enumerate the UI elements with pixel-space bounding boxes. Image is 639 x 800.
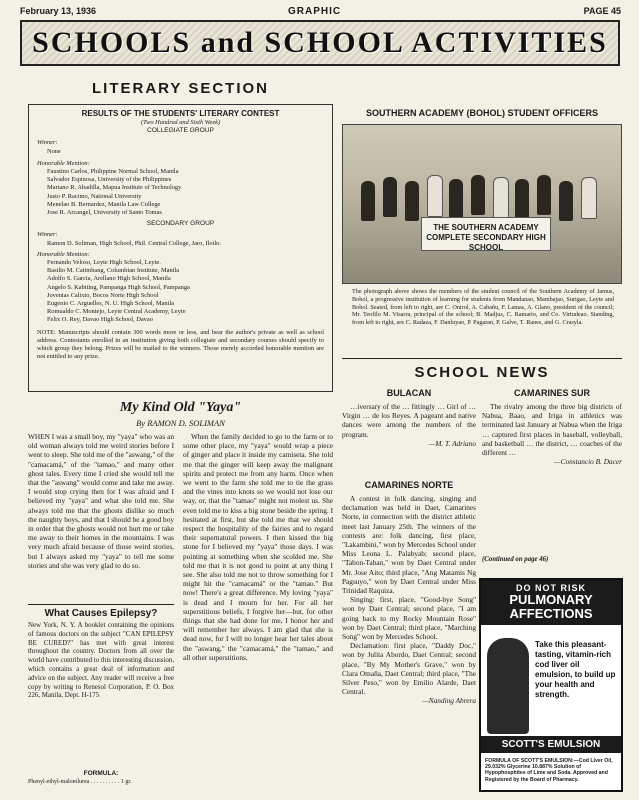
- literary-section-title: LITERARY SECTION: [91, 80, 269, 97]
- student-officers-photo: [342, 124, 622, 284]
- camarines-norte-signature: —Nanding Abrera: [422, 696, 476, 706]
- camarines-sur-signature: —Constancio B. Dacer: [554, 457, 622, 467]
- bulacan-title: BULACAN: [386, 388, 432, 398]
- secondary-mention: Fernando Veloso, Leyte High School, Leyte.: [47, 259, 161, 267]
- collegiate-mention: Justo P. Racimo, National University: [47, 192, 142, 200]
- story-title: My Kind Old "Yaya": [119, 400, 242, 415]
- secondary-mention: Adolfo S. Garcia, Arellano High School, Manila: [47, 275, 171, 283]
- section-banner: [20, 20, 620, 66]
- collegiate-mention: Salvador Espinosa, University of the Philippines: [47, 176, 172, 184]
- collegiate-mention: Mariano R. Abadilla, Mapua Institute of Technology: [47, 184, 182, 192]
- epilepsy-title: What Causes Epilepsy?: [44, 608, 158, 619]
- continued-note: (Continued on page 46): [482, 556, 549, 563]
- ad-formula: FORMULA OF SCOTT'S EMULSION:—Cod Liver Oil, 29.032% Glycerine 10.887% Solution of Hypophosphites of Lime and Soda. Approved and Registered by the Board of Pharmacy.: [485, 758, 613, 783]
- epilepsy-body: New York, N. Y. A booklet containing the opinions of famous doctors on the subject "CAN EPILEPSY BE CURED?" has met with great interest throughout the country. Doctors from all over the world have contributed to this interesting discussion, which contains a great deal of information and advice on the subject. Any reader will receive a free copy by writing to Renesol Corporation, P. O. Box 226, Manila, Dept. H-175: [28, 622, 174, 700]
- camarines-norte-paragraph: Singing: first, place, "Good-bye Song" won by Daet Central; second place, "I am going back to my Rocky Mountain Rose" won by Daet Central; third place, "Marching Song" won by Mercedes School.: [342, 595, 476, 642]
- photo-caption: The photograph above shows the members of the student council of the Southern Academy of Jamus, Bohol, a progressive institution of learning for students from Mandanao, Mambajao, Surigao, Leyte and Bohol. Seated, from left to right, are C. Onirol, A. Cabañu, F. Lamas, A. Glano, president of the council; Mr. Teofilo M. Visarra, principal of the school; B. Madjus, C. Ramario, and Co. Virtudeao. Standing, from left to right, are C. Radaza, F. Danluyao, P. Pagaran, P. Galve, T. Ranes, and G. Crasyla.: [352, 288, 614, 327]
- story-paragraph: WHEN I was a small boy, my "yaya" who was an old woman always told me weird stories before I went to sleep. She told me of the "aswang," of the "camacamá," of the "tamao," and many other ghost tales. Every time I cried she would tell me that the "aswang" would come and take me away. I would stop crying then for I was afraid and I believed my "yaya" and what she told me. She always told me that the ghosts dislike so much the naughty boys, and that I should be a good boy in order that the ghosts would not hurt me or take me away to their homes in the mountains. I was very much afraid because of those weird stories, but I always asked my "yaya" to tell me some stories and she was very glad to do so.: [28, 432, 174, 570]
- collegiate-hm-label: Honorable Mention:: [37, 159, 90, 167]
- collegiate-winner-label: Winner:: [37, 139, 58, 147]
- magazine-name: GRAPHIC: [288, 6, 342, 17]
- ad-headline-3: AFFECTIONS: [509, 606, 593, 621]
- ad-headline-1: DO NOT RISK: [515, 583, 586, 593]
- camarines-norte-title: CAMARINES NORTE: [364, 480, 454, 490]
- secondary-mention: Basilio M. Catimbang, Columbian Institute, Manila: [47, 267, 180, 275]
- camarines-sur-paragraph: The rivalry among the three big districts of Nabua, Baao, and Iriga in athletics was terminated last January at Nabua when the Iriga … captured first places in baseball, volleyball, and basketball … the district, … coaches of the different …: [482, 402, 622, 458]
- secondary-mention: Romualdo C. Montejo, Leyte Central Academy, Leyte: [47, 308, 186, 316]
- secondary-mention: Felix O. Rey, Davao High School, Davao: [47, 316, 153, 324]
- scotts-emulsion-ad: [479, 578, 623, 792]
- secondary-hm-label: Honorable Mention:: [37, 250, 90, 258]
- story-byline: By RAMON D. SOLIMAN: [136, 418, 225, 428]
- contest-note: NOTE: Manuscripts should contain 300 words more or less, and bear the author's private as well as school address. Contestants enrolled in an institution giving both collegiate and secondary courses should specify to which group they belong. Prizes will be mailed to the winners. Those merely accorded honorable mention are not entitled to any prize.: [37, 328, 324, 361]
- camarines-sur-title: CAMARINES SUR: [513, 388, 590, 398]
- divider: [28, 604, 174, 605]
- ad-headline-2: PULMONARY: [509, 592, 593, 607]
- collegiate-mention: Menelao B. Bernardez, Manila Law College: [47, 200, 161, 208]
- secondary-mention: Eugenio C. Arguelles, N. U. High School, Manila: [47, 300, 174, 308]
- story-column-2: [183, 432, 333, 662]
- story-paragraph: When the family decided to go to the farm or to some other place, my "yaya" would wrap a piece of ginger and place it inside my camiseta. She told me that the ginger will keep away the malignant spirits and protect me from any harm. Once when we went to the farm she told me to tie the grass and the vines into knots so we would not lose our way, or, that the "tamao" might not molest us. She even told me to kiss a big stone beside the spring. I hesitated at first, but she told me that we should respect the hospitality of the fairies and to regard their supernatural powers. I then kissed the big stone for I believed my "yaya" those days. I was pointing at something when she scolded me. She told me that it is not good to point at any thing I see. She also told me not to throw something for I might hit the "camacamá" or the "tamao." But now! There's a great difference. My loving "yaya" is dead and I mourn for her. For all her superstitious beliefs, I forgive her—but, for other things that she had done for me, I honor her and will remember her always. I am glad that she is dead now, for I will no longer hear her tales about the "aswang," the "camacamá," the "tamao," and all other superstitions.: [183, 432, 333, 662]
- secondary-mention: Angelo S. Kabiting, Pampanga High School, Pampanga: [47, 283, 190, 291]
- issue-date: February 13, 1936: [20, 6, 97, 16]
- southern-academy-title: SOUTHERN ACADEMY (BOHOL) STUDENT OFFICERS: [365, 108, 598, 118]
- contest-week: (Two Hundred and Sixth Week): [140, 119, 221, 126]
- secondary-group-title: SECONDARY GROUP: [146, 220, 215, 228]
- camarines-norte-body: [342, 494, 476, 706]
- fisherman-illustration: [487, 638, 529, 734]
- divider: [342, 358, 622, 359]
- ad-body: Take this pleasant-tasting, vitamin-rich cod liver oil emulsion, to build up your health and strength.: [535, 640, 616, 699]
- secondary-mention: Jovenias Calixto, Bocos Norte High School: [47, 291, 159, 299]
- bulacan-paragraph: …iversary of the … fittingly … Girl of … Virgin … de los Reyes. A pageant and native dances were among the numbers of the program.: [342, 402, 476, 439]
- secondary-winner-label: Winner:: [37, 231, 58, 239]
- ad-brand: SCOTT'S EMULSION: [481, 736, 621, 753]
- page-number: PAGE 45: [583, 6, 621, 16]
- formula-label: FORMULA:: [83, 770, 119, 777]
- bulacan-body: [342, 402, 476, 448]
- secondary-winner: Ramon D. Soliman, High School, Phil. Central College, Jaro, Iloilo.: [47, 239, 221, 247]
- school-news-title: SCHOOL NEWS: [414, 364, 550, 381]
- collegiate-group-title: COLLEGIATE GROUP: [147, 127, 214, 135]
- collegiate-mention: Jose R. Arcangel, University of Santo Tomas: [47, 209, 162, 217]
- banner-title: SCHOOLS and SCHOOL ACTIVITIES: [32, 26, 608, 59]
- academy-sign: THE SOUTHERN ACADEMY COMPLETE SECONDARY HIGH SCHOOL: [421, 217, 551, 251]
- formula-line: Phenyl-ethyl-malonilurea . . . . . . . . . . 1 gr.: [28, 779, 132, 785]
- collegiate-winner: None: [47, 147, 61, 155]
- camarines-sur-body: [482, 402, 622, 466]
- bulacan-signature: —M. T. Adriano: [428, 438, 476, 448]
- story-column-1: [28, 432, 174, 570]
- collegiate-mention: Faustino Carlos, Philippine Normal School, Manila: [47, 168, 179, 176]
- contest-results-box: [28, 104, 333, 392]
- camarines-norte-paragraph: A contest in folk dancing, singing and declamation was held in Daet, Camarines Norte, in connection with the district athletic meet last January 25th. The winners of the contests are: folk dancing, first place, "Lakambini," won by Mercedes School under Miss Leona L. Palabyab; second place, "Tabon-Taban," won by Daet Central under Mr. Jose Aito; third place, "Ang Matamis Ng Pagsuyo," won by Daet Central under Miss Trinidad Raquiza.: [342, 494, 476, 596]
- contest-title: RESULTS OF THE STUDENTS' LITERARY CONTEST: [81, 109, 280, 118]
- camarines-norte-paragraph: Declamation: first place, "Daddy Doc," won by Julita Abordo, Daet Central; second place, "By My Mother's Grave," won by Clara Omaña, Daet Central; third place, "The Silver Peso," won by Emilio Alarde, Daet Central.: [342, 641, 476, 697]
